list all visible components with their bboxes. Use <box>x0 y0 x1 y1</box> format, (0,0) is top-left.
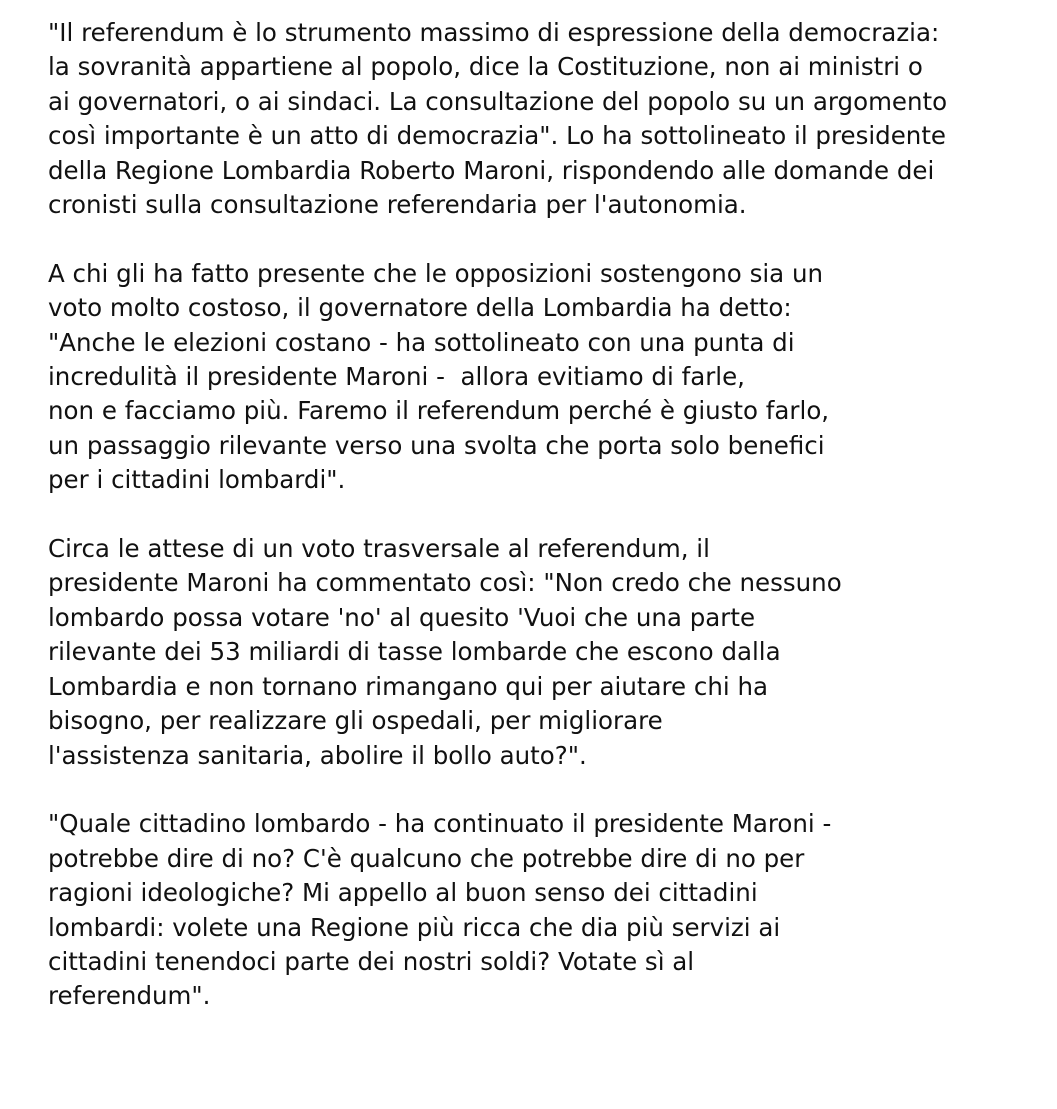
text-line: ragioni ideologiche? Mi appello al buon senso dei cittadini <box>48 878 758 908</box>
text-line: referendum". <box>48 981 211 1011</box>
text-line: Lombardia e non tornano rimangano qui per aiutare chi ha <box>48 671 769 701</box>
text-line: la sovranità appartiene al popolo, dice la Costituzione, non ai ministri o <box>48 52 923 82</box>
text-line: cittadini tenendoci parte dei nostri soldi? Votate sì al <box>48 946 695 976</box>
text-line: ai governatori, o ai sindaci. La consultazione del popolo su un argomento <box>48 86 948 116</box>
text-line: potrebbe dire di no? C'è qualcuno che potrebbe dire di no per <box>48 843 805 873</box>
paragraph-2 <box>48 257 1053 498</box>
text-line: A chi gli ha fatto presente che le opposizioni sostengono sia un <box>48 258 824 288</box>
text-line: non e facciamo più. Faremo il referendum perché è giusto farlo, <box>48 396 830 426</box>
text-line: così importante è un atto di democrazia". Lo ha sottolineato il presidente <box>48 121 946 151</box>
paragraph-4 <box>48 807 1053 1013</box>
text-line: Circa le attese di un voto trasversale al referendum, il <box>48 534 710 564</box>
text-line: "Quale cittadino lombardo - ha continuato il presidente Maroni - <box>48 809 832 839</box>
text-line: della Regione Lombardia Roberto Maroni, rispondendo alle domande dei <box>48 155 935 185</box>
text-line: "Anche le elezioni costano - ha sottolineato con una punta di <box>48 327 795 357</box>
article-body <box>48 16 1053 1048</box>
text-line: "Il referendum è lo strumento massimo di espressione della democrazia: <box>48 18 940 47</box>
text-line: l'assistenza sanitaria, abolire il bollo auto?". <box>48 740 587 770</box>
text-line: voto molto costoso, il governatore della Lombardia ha detto: <box>48 293 792 323</box>
paragraph-1 <box>48 16 1053 222</box>
text-line: un passaggio rilevante verso una svolta che porta solo benefici <box>48 430 825 460</box>
text-line: rilevante dei 53 miliardi di tasse lombarde che escono dalla <box>48 637 781 667</box>
text-line: lombardi: volete una Regione più ricca che dia più servizi ai <box>48 912 781 942</box>
paragraph-3 <box>48 532 1053 773</box>
text-line: presidente Maroni ha commentato così: "Non credo che nessuno <box>48 568 842 598</box>
text-line: cronisti sulla consultazione referendaria per l'autonomia. <box>48 190 747 220</box>
text-line: bisogno, per realizzare gli ospedali, per migliorare <box>48 706 663 736</box>
text-line: per i cittadini lombardi". <box>48 465 346 495</box>
text-line: lombardo possa votare 'no' al quesito 'Vuoi che una parte <box>48 602 756 632</box>
text-line: incredulità il presidente Maroni - allora evitiamo di farle, <box>48 362 745 392</box>
